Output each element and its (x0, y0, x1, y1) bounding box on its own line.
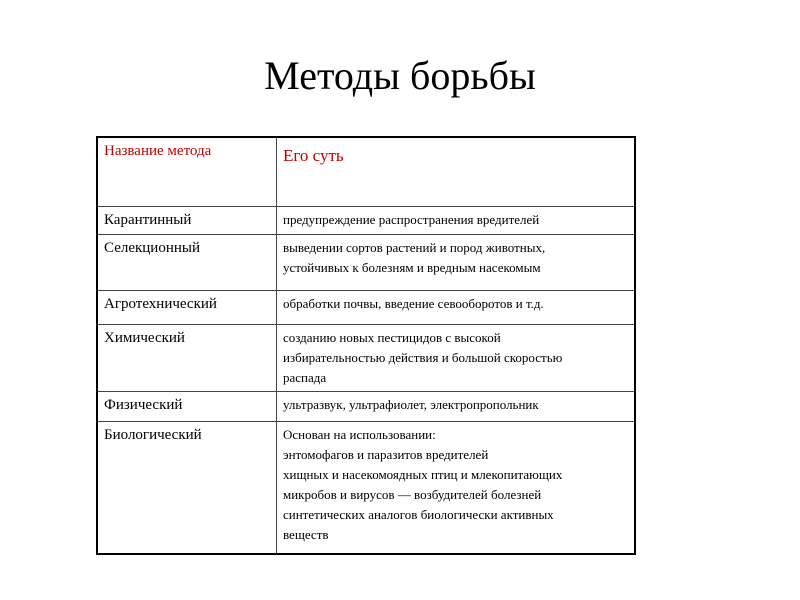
method-name: Агротехнический (97, 291, 277, 325)
methods-table (96, 136, 636, 555)
description-line: веществ (283, 527, 329, 542)
table-row (97, 392, 635, 422)
table-row (97, 235, 635, 291)
method-description (277, 325, 636, 392)
description-line: хищных и насекомоядных птиц и млекопитающих (283, 467, 563, 482)
description-line: энтомофагов и паразитов вредителей (283, 447, 489, 462)
table-row (97, 291, 635, 325)
method-description (277, 392, 636, 422)
table-row (97, 422, 635, 555)
description-line: ультразвук, ультрафиолет, электропропольник (283, 397, 539, 412)
method-name: Химический (97, 325, 277, 392)
method-name: Физический (97, 392, 277, 422)
table-row (97, 325, 635, 392)
table-row (97, 207, 635, 235)
description-line: устойчивых к болезням и вредным насекомым (283, 260, 541, 275)
table-header-row (97, 137, 635, 207)
description-line: предупреждение распространения вредителей (283, 212, 540, 227)
description-line: выведении сортов растений и пород животных, (283, 240, 546, 255)
method-description (277, 291, 636, 325)
header-essence: Его суть (277, 137, 636, 207)
method-name: Биологический (97, 422, 277, 555)
description-line: избирательностью действия и большой скоростью (283, 350, 563, 365)
method-name: Карантинный (97, 207, 277, 235)
description-line: Основан на использовании: (283, 427, 436, 442)
description-line: микробов и вирусов — возбудителей болезней (283, 487, 542, 502)
description-line: обработки почвы, введение севооборотов и т.д. (283, 296, 544, 311)
description-line: синтетических аналогов биологически активных (283, 507, 554, 522)
description-line: распада (283, 370, 327, 385)
description-line: созданию новых пестицидов с высокой (283, 330, 501, 345)
method-description (277, 422, 636, 555)
header-method-name: Название метода (97, 137, 277, 207)
method-name: Селекционный (97, 235, 277, 291)
method-description (277, 207, 636, 235)
method-description (277, 235, 636, 291)
slide-title: Методы борьбы (264, 53, 536, 98)
